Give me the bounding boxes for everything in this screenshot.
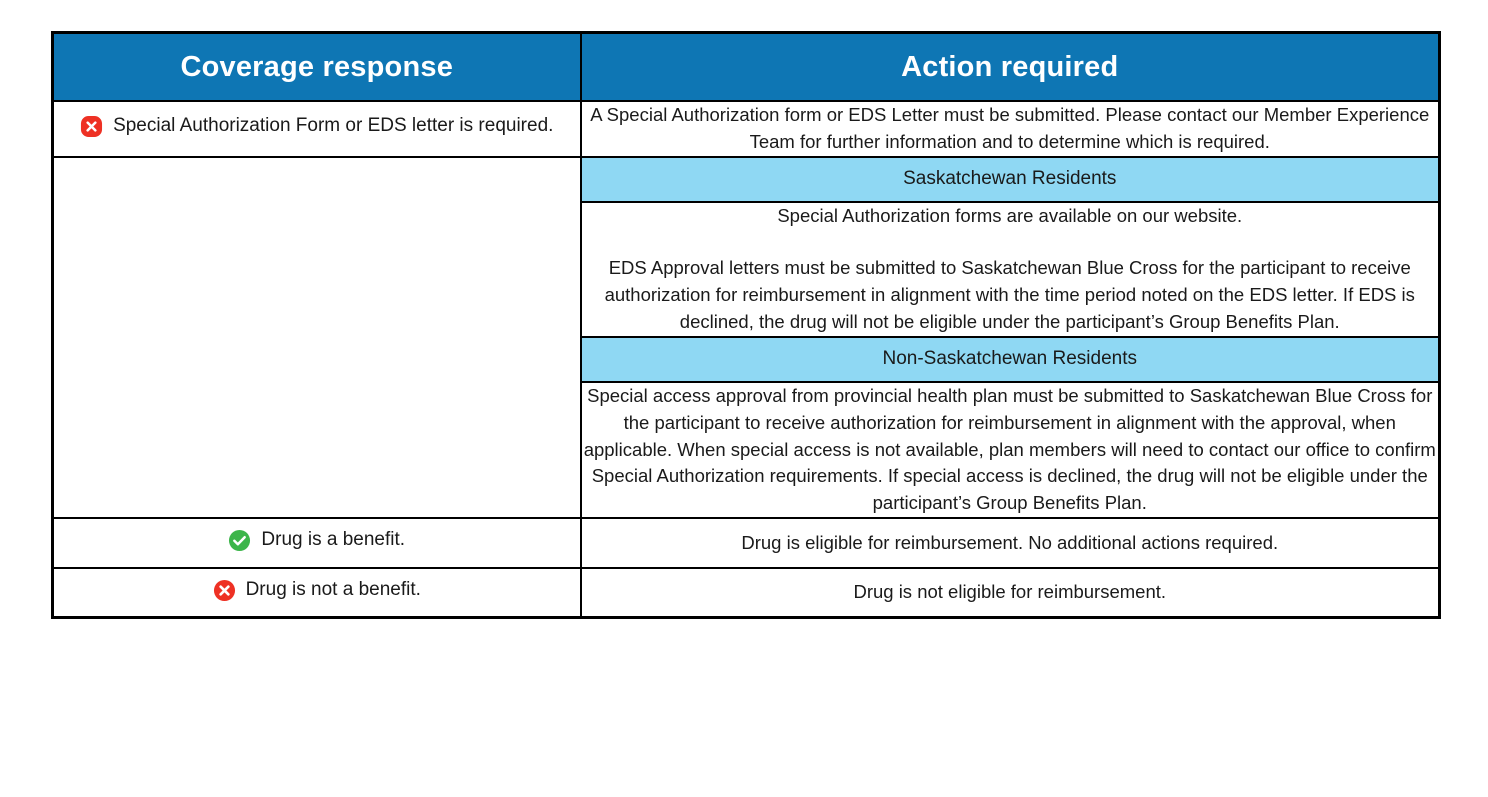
residents-subtable	[582, 158, 1439, 517]
coverage-table	[51, 31, 1441, 619]
action-paragraph: A Special Authorization form or EDS Letter must be submitted. Please contact our Member Experience Team for further information and to determine which is required.	[590, 104, 1430, 152]
coverage-response-label: Special Authorization Form or EDS letter is required.	[113, 114, 554, 136]
green-check-icon	[228, 529, 251, 552]
body-saskatchewan-residents	[582, 202, 1439, 337]
subtable-row-non-saskatchewan-body	[582, 382, 1439, 517]
red-x-icon	[213, 579, 236, 602]
cell-action-required-drug-not-benefit	[581, 568, 1440, 618]
banner-saskatchewan-residents: Saskatchewan Residents	[582, 158, 1439, 202]
cell-coverage-response-drug-is-benefit	[53, 518, 581, 568]
column-header-coverage-response: Coverage response	[53, 33, 581, 102]
subtable-row-saskatchewan-banner	[582, 158, 1439, 202]
subtable-row-non-saskatchewan-banner	[582, 337, 1439, 382]
cell-action-required-special-authorization	[581, 101, 1440, 157]
saskatchewan-paragraph-2: EDS Approval letters must be submitted to Saskatchewan Blue Cross for the participant to receive authorization for reimbursement in alignment with the time period noted on the EDS letter. If EDS is declined, the drug will not be eligible under the participant’s Group Benefits Plan.	[604, 257, 1415, 333]
table-body	[53, 101, 1440, 618]
table-row	[53, 518, 1440, 568]
cell-action-required-drug-is-benefit	[581, 518, 1440, 568]
subtable-row-saskatchewan-body	[582, 202, 1439, 337]
non-saskatchewan-paragraph-1: Special access approval from provincial health plan must be submitted to Saskatchewan Blue Cross for the participant to receive authorization for reimbursement in alignment with the approval, when applicable. When special access is not available, plan members will need to contact our office to confirm Special Authorization requirements. If special access is declined, the drug will not be eligible under the participant’s Group Benefits Plan.	[583, 384, 1436, 514]
cell-coverage-response-drug-not-benefit	[53, 568, 581, 618]
coverage-response-label: Drug is not a benefit.	[245, 578, 421, 600]
cell-action-required-residents	[581, 157, 1440, 518]
table-header	[53, 33, 1440, 102]
table-row	[53, 101, 1440, 157]
banner-non-saskatchewan-residents: Non-Saskatchewan Residents	[582, 337, 1439, 382]
cell-coverage-response-empty	[53, 157, 581, 518]
coverage-table-wrapper	[51, 31, 1438, 757]
saskatchewan-paragraph-1: Special Authorization forms are available on our website.	[777, 204, 1243, 226]
red-x-icon	[80, 115, 103, 138]
body-non-saskatchewan-residents	[582, 382, 1439, 517]
action-paragraph: Drug is eligible for reimbursement. No additional actions required.	[741, 531, 1279, 553]
cell-coverage-response-special-authorization	[53, 101, 581, 157]
coverage-response-label: Drug is a benefit.	[261, 528, 406, 550]
column-header-action-required: Action required	[581, 33, 1440, 102]
table-row	[53, 568, 1440, 618]
action-paragraph: Drug is not eligible for reimbursement.	[853, 581, 1167, 603]
table-header-row	[53, 33, 1440, 102]
table-row	[53, 157, 1440, 518]
